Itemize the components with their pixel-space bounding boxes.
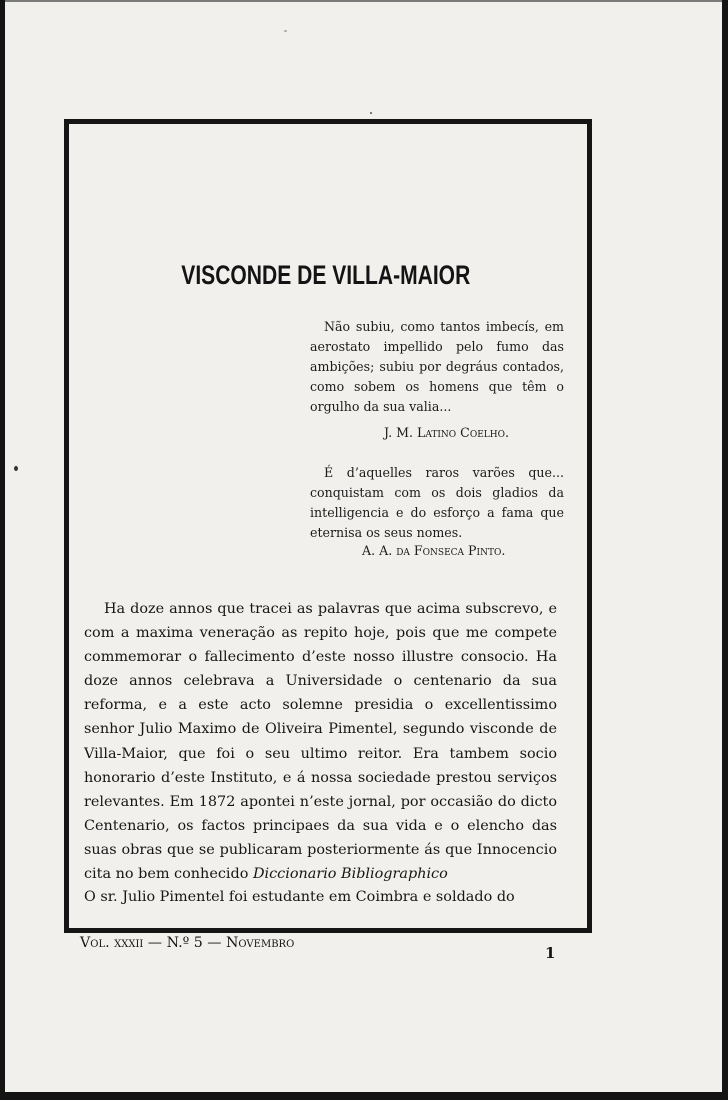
body-paragraph-2: O sr. Julio Pimentel foi estudante em Coimbra e soldado do	[84, 889, 515, 905]
volume-footer: Vol. xxxii — N.º 5 — Novembro	[80, 935, 295, 951]
page-number: 1	[545, 944, 556, 962]
body-paragraph-1	[84, 597, 557, 886]
paragraph-text: Ha doze annos que tracei as palavras que acima subscrevo, e com a maxima veneração as repito hoje, pois que me compete commemorar o fallecimento d’este nosso illustre consocio. Ha doze annos celebrava a Universidade o centenario da sua reforma, e a este acto solemne presidia o excellentissimo senhor Julio Maximo de Oliveira Pimentel, segundo visconde de Villa-Maior, que foi o seu ultimo reitor. Era tambem socio honorario d’este Instituto, e á nossa sociedade prestou serviços relevantes. Em 1872 apontei n’este jornal, por occasião do dicto Centenario, os factos principaes da sua vida e o elencho das suas obras que se publicaram posteriormente ás que Innocencio cita no bem conhecido	[84, 601, 557, 883]
attribution-name: Latino Coelho.	[417, 425, 509, 440]
epigraph-quote-2: É d’aquelles raros varões que... conquistam com os dois gladios da intelligencia e do esforço a fama que eternisa os seus nomes.	[310, 465, 564, 540]
attribution-initials: J. M.	[384, 425, 413, 440]
attribution-name: da Fonseca Pinto.	[396, 543, 506, 558]
dust-speck	[14, 466, 18, 471]
article-title: VISCONDE DE VILLA-MAIOR	[181, 260, 471, 290]
dust-speck	[284, 30, 287, 32]
attribution-initials: A. A.	[362, 543, 393, 558]
epigraph-quote-1: Não subiu, como tantos imbecís, em aerostato impellido pelo fumo das ambições; subiu por degráus contados, como sobem os homens que têm o orgulho da sua valia...	[310, 319, 564, 414]
scan-edge-top	[0, 0, 728, 2]
scan-edge-right	[722, 0, 728, 1100]
italic-title: Diccionario Bibliographico	[252, 866, 448, 883]
dust-speck	[370, 112, 372, 114]
scan-edge-left	[0, 0, 5, 1100]
epigraph-attribution-2	[362, 543, 505, 558]
epigraph-attribution-1	[384, 425, 509, 440]
scan-edge-bottom	[0, 1092, 728, 1100]
